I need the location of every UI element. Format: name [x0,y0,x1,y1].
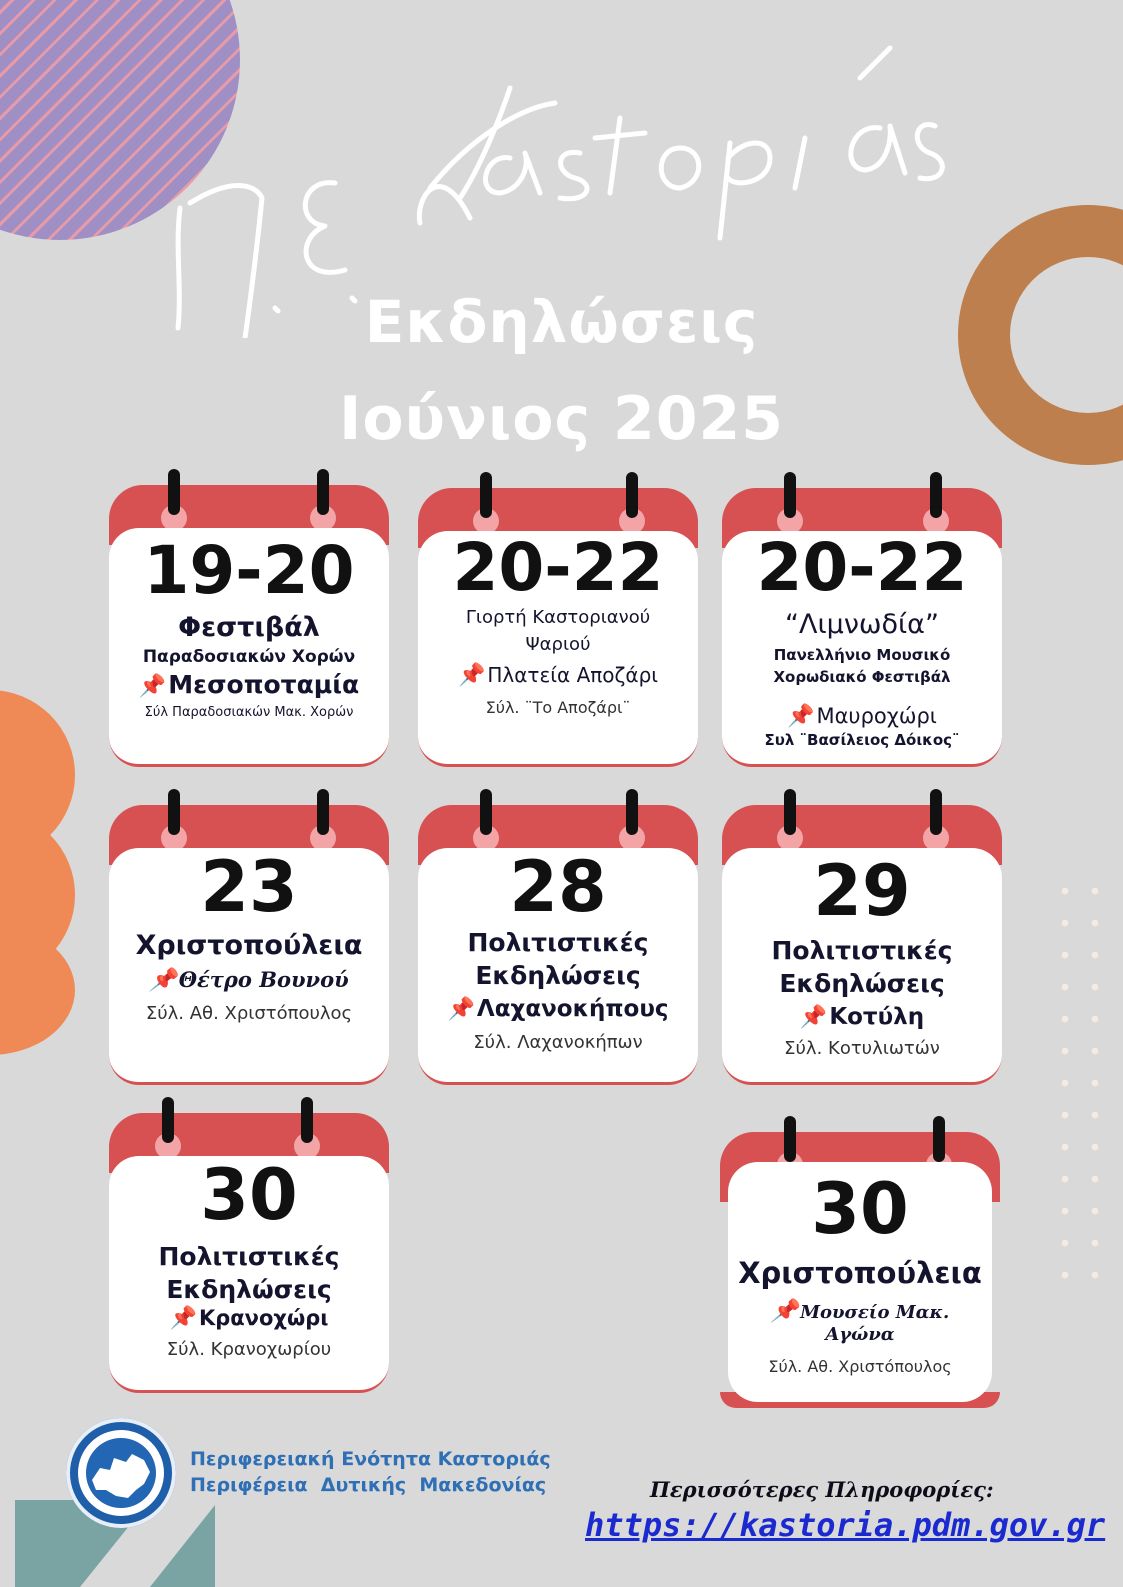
event-subtitle: Παραδοσιακών Χορών [142,647,356,667]
event-card [418,805,698,1085]
event-organizer: Σύλ. Κοτυλιωτών [784,1038,940,1059]
more-info-label: Περισσότερες Πληροφορίες: [650,1477,994,1502]
event-date: 20-22 [452,529,664,606]
event-title: Πολιτιστικές [467,928,649,957]
event-organizer: Σύλ Παραδοσιακών Μακ. Χορών [144,705,354,720]
event-title: Φεστιβάλ [178,612,320,643]
event-location: Μεσοποταμία [168,670,360,699]
event-organizer: Σύλ. Κρανοχωρίου [166,1339,332,1360]
event-location: Πλατεία Αποζάρι [487,663,659,687]
website-link[interactable]: https://kastoria.pdm.gov.gr [585,1506,1106,1544]
event-subtitle: Χορωδιακό Φεστιβάλ [773,668,951,686]
event-card [720,1132,1000,1410]
pushpin-icon: 📌 [169,1306,197,1331]
event-organizer: Σύλ. Αθ. Χριστόπουλος [145,1003,353,1024]
event-card [722,488,1002,767]
event-location: Κοτύλη [829,1004,925,1030]
event-title: Γιορτή Καστοριανού [465,607,651,628]
event-organizer: Σύλ. Αθ. Χριστόπουλος [768,1357,952,1376]
decorative-dots [1050,875,1110,1285]
event-organizer: Σύλ. ¨Το Αποζάρι¨ [485,698,631,717]
pushpin-icon: 📌 [149,967,177,993]
event-date: 28 [509,846,607,928]
event-subtitle: Εκδηλώσεις [779,969,945,998]
page-subtitle: Εκδηλώσεις [364,288,759,356]
event-date: 23 [200,846,298,928]
org-region: Περιφέρεια Δυτικής Μακεδονίας [190,1474,547,1496]
event-date: 30 [200,1154,298,1236]
event-location: Κρανοχώρι [198,1306,329,1330]
event-title: “Λιμνωδία” [785,609,939,640]
pushpin-icon: 📌 [787,704,815,729]
event-subtitle: Πανελλήνιο Μουσικό [773,646,951,664]
event-date: 20-22 [756,529,968,606]
pushpin-icon: 📌 [138,674,167,699]
map-icon [88,1450,154,1502]
event-card [109,485,389,767]
event-title: Χριστοπούλεια [738,1256,982,1290]
event-subtitle: Εκδηλώσεις [475,961,641,990]
event-date: 19-20 [143,532,355,609]
event-card [109,1113,389,1393]
event-location: Θέτρο Βουνού [178,967,349,992]
decorative-blob [0,925,75,1055]
event-subtitle: Ψαριού [525,634,591,655]
org-name: Περιφερειακή Ενότητα Καστοριάς [190,1448,551,1470]
event-location: Μουσείο Μακ. Αγώνα [800,1302,950,1345]
event-title: Χριστοπούλεια [135,930,363,961]
event-organizer: Συλ ¨Βασίλειος Δόικος¨ [764,731,960,749]
event-location: Μαυροχώρι [816,704,937,728]
page-month: Ιούνιος 2025 [339,384,784,454]
pushpin-icon: 📌 [770,1298,799,1324]
event-title: Πολιτιστικές [771,936,953,965]
event-card [109,805,389,1085]
event-title: Πολιτιστικές [158,1242,340,1271]
pushpin-icon: 📌 [799,1005,828,1030]
event-organizer: Σύλ. Λαχανοκήπων [473,1032,643,1053]
event-card [722,805,1002,1085]
event-subtitle: Εκδηλώσεις [166,1275,332,1304]
pushpin-icon: 📌 [447,997,475,1022]
event-location: Λαχανοκήπους [476,996,669,1022]
event-date: 30 [811,1168,909,1250]
pushpin-icon: 📌 [457,663,486,688]
event-card [418,488,698,767]
event-date: 29 [813,850,911,932]
